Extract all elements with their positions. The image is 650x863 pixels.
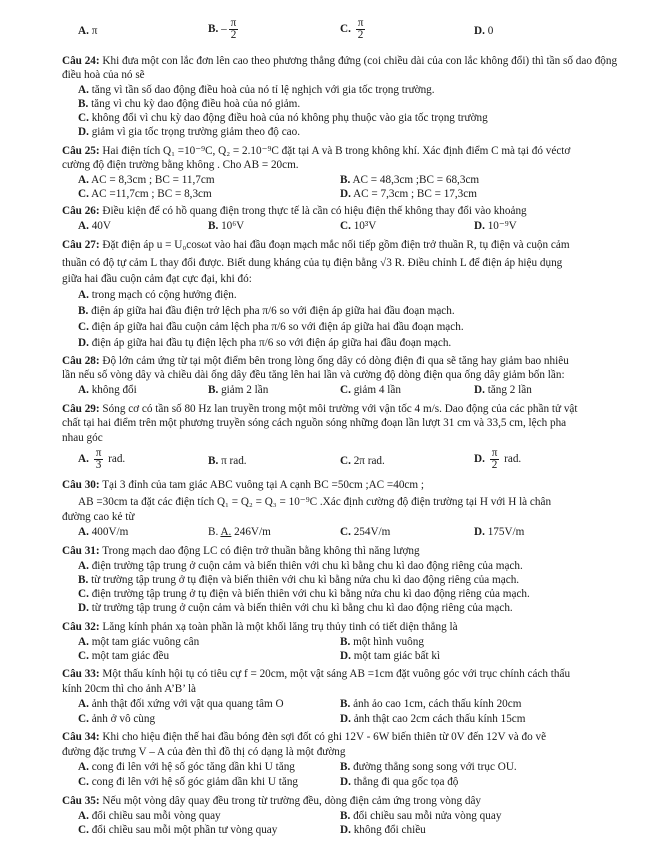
q35-option-b: B. đổi chiều sau mỗi nửa vòng quay [340, 810, 502, 822]
q28-option-c: C. giảm 4 lần [340, 384, 401, 396]
option-letter: D. [78, 126, 89, 138]
q35-option-d: D. không đổi chiều [340, 824, 426, 836]
option-letter: B. [78, 98, 89, 110]
option-letter: D. [340, 650, 351, 662]
q25-stem-line2: cường độ điện trường bằng không . Cho AB = 20cm. [62, 159, 299, 171]
question-30: Câu 30: Tại 3 đỉnh của tam giác ABC vuông tại A cạnh BC =50cm ;AC =40cm ; [62, 479, 425, 491]
option-letter: C. [78, 188, 89, 200]
q27-stem-line2: thuần có độ tự cảm L thay đổi được. Biết dung kháng của tụ điện bằng √3 R. Điều chỉnh L để điện áp hiệu dụng [62, 257, 563, 269]
question-28: Câu 28: Độ lớn cảm ứng từ tại một điểm bên trong lòng ống dây có dòng điện đi qua sẽ tăng hay giảm bao nhiêu [62, 355, 569, 367]
option-letter: C. [340, 526, 351, 538]
q28-option-d: D. tăng 2 lần [474, 384, 532, 396]
question-25: Câu 25: Hai điện tích Q₁ =10⁻⁹C, Q₂ = 2.10⁻⁹C đặt tại A và B trong không khí. Xác định điểm C mà tại đó véctơ [62, 145, 571, 157]
q24-option-a: A. tăng vì tần số dao động điều hoà của nó tỉ lệ nghịch với gia tốc trọng trường. [78, 84, 435, 96]
option-letter: A. [78, 289, 89, 301]
q30-option-c: C. 254V/m [340, 526, 391, 538]
q28-option-a: A. không đổi [78, 384, 137, 396]
option-letter: B. [78, 305, 89, 317]
q29-option-b: B. π rad. [208, 455, 247, 467]
q25-option-b: B. AC = 48,3cm ;BC = 68,3cm [340, 174, 480, 186]
q27-stem-line3: giữa hai đầu cuộn cảm đạt cực đại, khi đó: [62, 273, 252, 285]
option-letter: B. [78, 574, 89, 586]
question-24: Câu 24: Khi đưa một con lắc đơn lên cao theo phương thẳng đứng (coi chiều dài của con lắc không đổi) thì tần số dao động điều hoà của nó sẽ [62, 55, 618, 81]
q30-option-d: D. 175V/m [474, 526, 525, 538]
q32-option-a: A. một tam giác vuông cân [78, 636, 200, 648]
option-letter: D. [474, 526, 485, 538]
q27-option-c: C. điện áp giữa hai đầu cuộn cảm lệch pha π/6 so với điện áp giữa hai đầu đoạn mạch. [78, 321, 464, 333]
q34-option-d: D. thẳng đi qua gốc tọa độ [340, 776, 459, 788]
option-letter: A. [78, 220, 89, 232]
q24-option-c: C. không đổi vì chu kỳ dao động điều hoà của nó không phụ thuộc vào gia tốc trọng trường [78, 112, 488, 124]
question-35: Câu 35: Nếu một vòng dây quay đều trong từ trường đều, dòng điện cảm ứng trong vòng dây [62, 795, 482, 807]
q25-option-c: C. AC =11,7cm ; BC = 8,3cm [78, 188, 212, 200]
q31-option-a: A. điện trường tập trung ở cuộn cảm và biến thiên với chu kì bằng chu kì dao động riêng của mạch. [78, 560, 523, 572]
q33-option-b: B. ảnh ảo cao 1cm, cách thấu kính 20cm [340, 698, 522, 710]
option-letter: B. [208, 455, 219, 467]
option-letter: C. [78, 588, 89, 600]
option-letter: A. [78, 174, 89, 186]
option-letter: A. [78, 560, 89, 572]
q23-option-c: C. $\frac{\pi}{2}$ [340, 17, 364, 41]
q32-option-d: D. một tam giác bất kì [340, 650, 441, 662]
option-letter: A. [78, 761, 89, 773]
option-letter: B. [340, 636, 351, 648]
option-letter: C. [78, 650, 89, 662]
option-letter: C. [340, 455, 351, 467]
q26-option-c: C. 10³V [340, 220, 377, 232]
q33-option-c: C. ảnh ở vô cùng [78, 713, 156, 725]
q28-option-b: B. giảm 2 lần [208, 384, 269, 396]
fraction: $\frac{\pi}{3}$ [95, 447, 102, 471]
question-29: Câu 29: Sóng cơ có tần số 80 Hz lan truyền trong một môi trường với vận tốc 4 m/s. Dao động của các phần tử vật [62, 403, 578, 415]
q35-option-c: C. đổi chiều sau mỗi một phần tư vòng quay [78, 824, 278, 836]
option-letter: C. [340, 384, 351, 396]
q27-option-a: A. trong mạch có cộng hưởng điện. [78, 289, 237, 301]
option-letter: A. [78, 84, 89, 96]
q23-option-b: B. – $\frac{\pi}{2}$ [208, 17, 237, 41]
q26-option-a: A. 40V [78, 220, 111, 232]
q32-option-c: C. một tam giác đều [78, 650, 170, 662]
q23-option-d: D. 0 [474, 25, 494, 37]
option-letter: A. [78, 526, 89, 538]
option-letter: A. [78, 636, 89, 648]
q30-option-a: A. 400V/m [78, 526, 129, 538]
option-letter: C. [340, 220, 351, 232]
option-letter: D. [78, 602, 89, 614]
option-letter: D. [340, 824, 351, 836]
option-letter: A. [78, 384, 89, 396]
q31-option-b: B. từ trường tập trung ở tụ điện và biến thiên với chu kì bằng nửa chu kì dao động riêng của mạch. [78, 574, 520, 586]
q34-stem-line2: đường đặc trưng V – A của đèn thì đồ thị có dạng là một đường [62, 746, 346, 758]
question-32: Câu 32: Lăng kính phản xạ toàn phần là một khối lăng trụ thủy tinh có tiết diện thẳng là [62, 621, 458, 633]
q28-stem-line2: lần nếu số vòng dây và chiều dài ống dây đều tăng lên hai lần và cường độ dòng điện qua ống dây giảm bốn lần: [62, 369, 565, 381]
option-letter: B. [340, 761, 351, 773]
q33-option-d: D. ảnh thật cao 2cm cách thấu kính 15cm [340, 713, 526, 725]
q34-option-a: A. cong đi lên với hệ số góc tăng dần khi U tăng [78, 761, 295, 773]
option-letter: C. [78, 112, 89, 124]
q34-option-b: B. đường thẳng song song với trục OU. [340, 761, 517, 773]
q27-option-d: D. điện áp giữa hai đầu tụ điện lệch pha π/6 so với điện áp giữa hai đầu đoạn mạch. [78, 337, 452, 349]
q26-option-b: B. 10⁶V [208, 220, 245, 232]
q31-option-d: D. từ trường tập trung ở cuộn cảm và biến thiên với chu kì bằng chu kì dao động riêng của mạch. [78, 602, 513, 614]
option-letter: D. [340, 776, 351, 788]
option-letter: A. [78, 698, 89, 710]
q33-stem-line2: kính 20cm thì cho ảnh A’B’ là [62, 683, 197, 695]
option-letter: D. [474, 384, 485, 396]
q32-option-b: B. một hình vuông [340, 636, 424, 648]
option-letter: C. [78, 824, 89, 836]
option-letter: B. [208, 220, 219, 232]
q34-option-c: C. cong đi lên với hệ số góc giảm dần khi U tăng [78, 776, 299, 788]
option-letter: B. [208, 384, 219, 396]
q24-option-d: D. giảm vì gia tốc trọng trường giảm theo độ cao. [78, 126, 301, 138]
option-letter: C. [78, 321, 89, 333]
q26-option-d: D. 10⁻⁹V [474, 220, 517, 232]
q23-option-a: A. π [78, 25, 98, 37]
q29-option-a: A. $\frac{\pi}{3}$ rad. [78, 447, 126, 471]
option-letter: B. [340, 698, 351, 710]
question-31: Câu 31: Trong mạch dao động LC có điện trở thuần bằng không thì năng lượng [62, 545, 420, 557]
q29-stem-line2: chất tại hai điểm trên một phương truyền sóng cách nguồn sóng những đoạn lần lượt 31 cm và 33,5 cm, lệch pha [62, 417, 567, 429]
q33-option-a: A. ảnh thật đối xứng với vật qua quang tâm O [78, 698, 284, 710]
option-letter: B. [340, 810, 351, 822]
q30-stem-line3: đường cao kẻ từ [62, 511, 135, 523]
question-26: Câu 26: Điều kiện để có hồ quang điện trong thực tế là cần có hiệu điện thế không thay đổi vào khoảng [62, 205, 527, 217]
option-letter: A. [78, 810, 89, 822]
question-33: Câu 33: Một thấu kính hội tụ có tiêu cự f = 20cm, một vật sáng AB =1cm đặt vuông góc với trục chính cách thấu [62, 668, 571, 680]
option-letter: D. [340, 713, 351, 725]
q29-stem-line3: nhau góc [62, 432, 103, 444]
option-letter: D. [78, 337, 89, 349]
question-34: Câu 34: Khi cho hiệu điện thế hai đầu bóng đèn sợi đốt có ghi 12V - 6W biến thiên từ 0V đến 12V và đo vẽ [62, 731, 547, 743]
option-letter: C. [78, 713, 89, 725]
q27-option-b: B. điện áp giữa hai đầu điện trở lệch pha π/6 so với điện áp giữa hai đầu đoạn mạch. [78, 305, 455, 317]
q25-option-d: D. AC = 7,3cm ; BC = 17,3cm [340, 188, 477, 200]
q30-stem-line2: AB =30cm ta đặt các điện tích Q₁ = Q₂ = Q₃ = 10⁻⁹C .Xác định cường độ điện trường tại H với H là chân [78, 496, 552, 508]
question-27: Câu 27: Đặt điện áp u = U₀cosωt vào hai đầu đoạn mạch mắc nối tiếp gồm điện trở thuần R, tụ điện và cuộn cảm [62, 239, 570, 251]
q25-option-a: A. AC = 8,3cm ; BC = 11,7cm [78, 174, 215, 186]
q31-option-c: C. điện trường tập trung ở tụ điện và biến thiên với chu kì bằng nửa chu kì dao động riêng của mạch. [78, 588, 530, 600]
option-letter: D. [474, 220, 485, 232]
fraction: $\frac{\pi}{2}$ [491, 447, 498, 471]
q35-option-a: A. đổi chiều sau mỗi vòng quay [78, 810, 221, 822]
fraction: $\frac{\pi}{2}$ [230, 17, 237, 41]
option-letter: D. [340, 188, 351, 200]
option-letter: C. [78, 776, 89, 788]
q30-option-b: B. A. 246V/m [208, 526, 271, 538]
q24-option-b: B. tăng vì chu kỳ dao động điều hoà của nó giảm. [78, 98, 301, 110]
q29-option-c: C. 2π rad. [340, 455, 385, 467]
fraction: $\frac{\pi}{2}$ [357, 17, 364, 41]
q29-option-d: D. $\frac{\pi}{2}$ rad. [474, 447, 522, 471]
option-letter: B. [340, 174, 351, 186]
